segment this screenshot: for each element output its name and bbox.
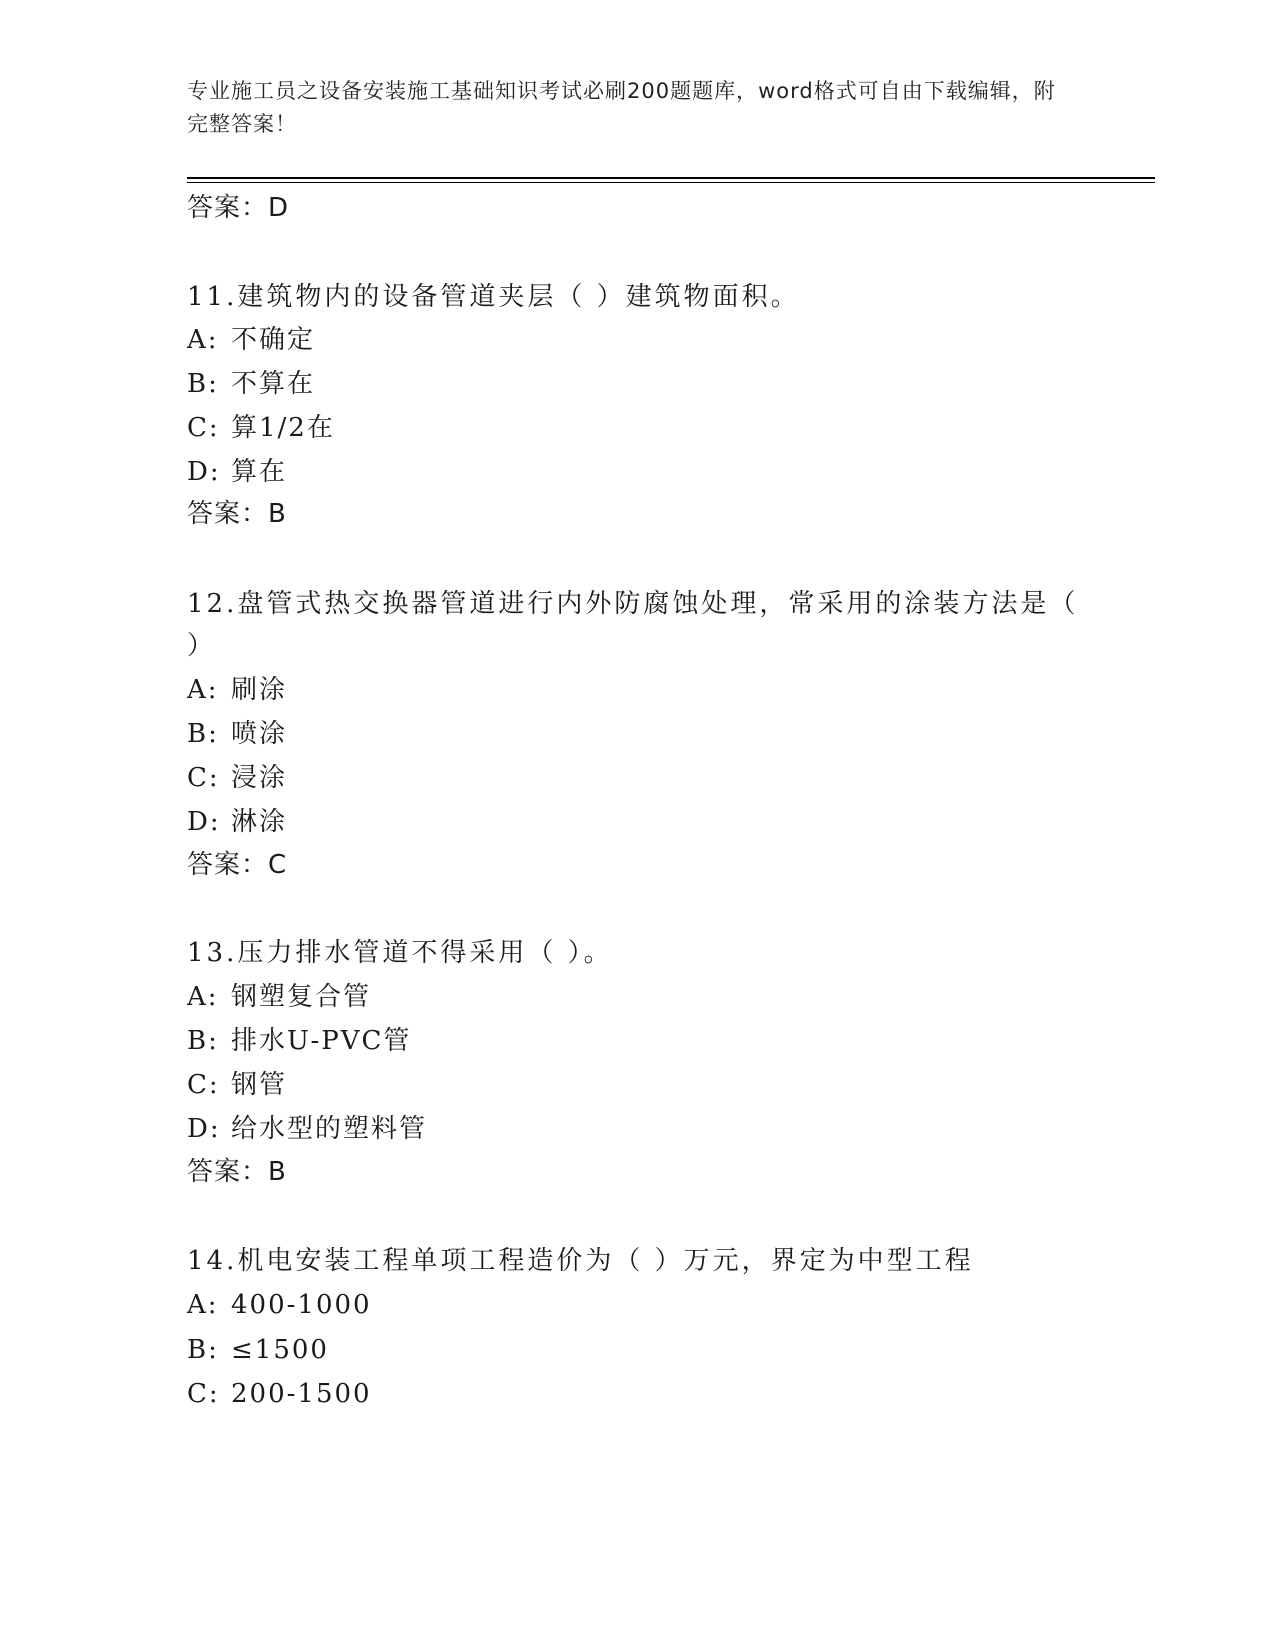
- option-text: 浸涂: [231, 763, 288, 793]
- question-11-stem: 11.建筑物内的设备管道夹层（ ）建筑物面积。: [187, 282, 800, 312]
- option-label: D:: [187, 457, 221, 487]
- question-13-answer: 答案：B: [187, 1157, 287, 1187]
- previous-answer: 答案：D: [187, 193, 290, 223]
- question-14-option-b: [187, 1333, 329, 1367]
- document-header-title: 专业施工员之设备安装施工基础知识考试必刷200题题库，word格式可自由下载编辑，附完整答案！: [187, 79, 1056, 136]
- option-text: 200-1500: [231, 1379, 372, 1409]
- header-rule-thin: [187, 182, 1155, 183]
- question-12-answer: 答案：C: [187, 850, 288, 880]
- option-text: 喷涂: [231, 719, 288, 749]
- question-14-option-c: [187, 1377, 372, 1411]
- question-11-option-a: [187, 323, 315, 357]
- question-13-option-a: [187, 980, 371, 1014]
- option-label: B:: [187, 369, 219, 399]
- option-label: B:: [187, 1335, 219, 1365]
- option-label: A:: [187, 1290, 219, 1320]
- question-12-stem-line2: ）: [187, 631, 217, 661]
- option-text: 淋涂: [231, 807, 288, 837]
- question-13-stem: 13.压力排水管道不得采用（ ）。: [187, 938, 613, 968]
- question-14-stem: 14.机电安装工程单项工程造价为（ ）万元，界定为中型工程: [187, 1246, 974, 1276]
- question-12-option-d: [187, 805, 287, 839]
- option-text: 算在: [231, 457, 288, 487]
- header-rule-thick: [187, 177, 1155, 179]
- question-12-stem-line1: 12.盘管式热交换器管道进行内外防腐蚀处理，常采用的涂装方法是（: [187, 589, 1079, 619]
- option-text: 400-1000: [231, 1290, 372, 1320]
- option-label: B:: [187, 1026, 219, 1056]
- question-13-option-d: [187, 1112, 427, 1146]
- option-label: D:: [187, 1114, 221, 1144]
- option-label: C:: [187, 1379, 220, 1409]
- question-11-option-c: [187, 411, 335, 445]
- question-12-option-a: [187, 673, 287, 707]
- option-label: C:: [187, 1070, 220, 1100]
- option-label: C:: [187, 413, 220, 443]
- option-text: 刷涂: [231, 675, 288, 705]
- option-label: A:: [187, 325, 219, 355]
- option-text: 不算在: [231, 369, 316, 399]
- option-label: B:: [187, 719, 219, 749]
- question-11-option-b: [187, 367, 315, 401]
- option-text: 不确定: [231, 325, 316, 355]
- question-12-option-b: [187, 717, 287, 751]
- option-text: 算1/2在: [231, 413, 335, 443]
- option-text: ≤1500: [231, 1335, 329, 1365]
- option-label: C:: [187, 763, 220, 793]
- option-label: A:: [187, 675, 219, 705]
- question-14-option-a: [187, 1288, 372, 1322]
- option-text: 钢管: [231, 1070, 288, 1100]
- option-label: A:: [187, 982, 219, 1012]
- option-text: 给水型的塑料管: [231, 1114, 428, 1144]
- question-13-option-c: [187, 1068, 287, 1102]
- question-11-option-d: [187, 455, 287, 489]
- option-text: 排水U-PVC管: [231, 1026, 412, 1056]
- option-label: D:: [187, 807, 221, 837]
- option-text: 钢塑复合管: [231, 982, 372, 1012]
- question-13-option-b: [187, 1024, 411, 1058]
- question-12-option-c: [187, 761, 287, 795]
- question-11-answer: 答案：B: [187, 499, 287, 529]
